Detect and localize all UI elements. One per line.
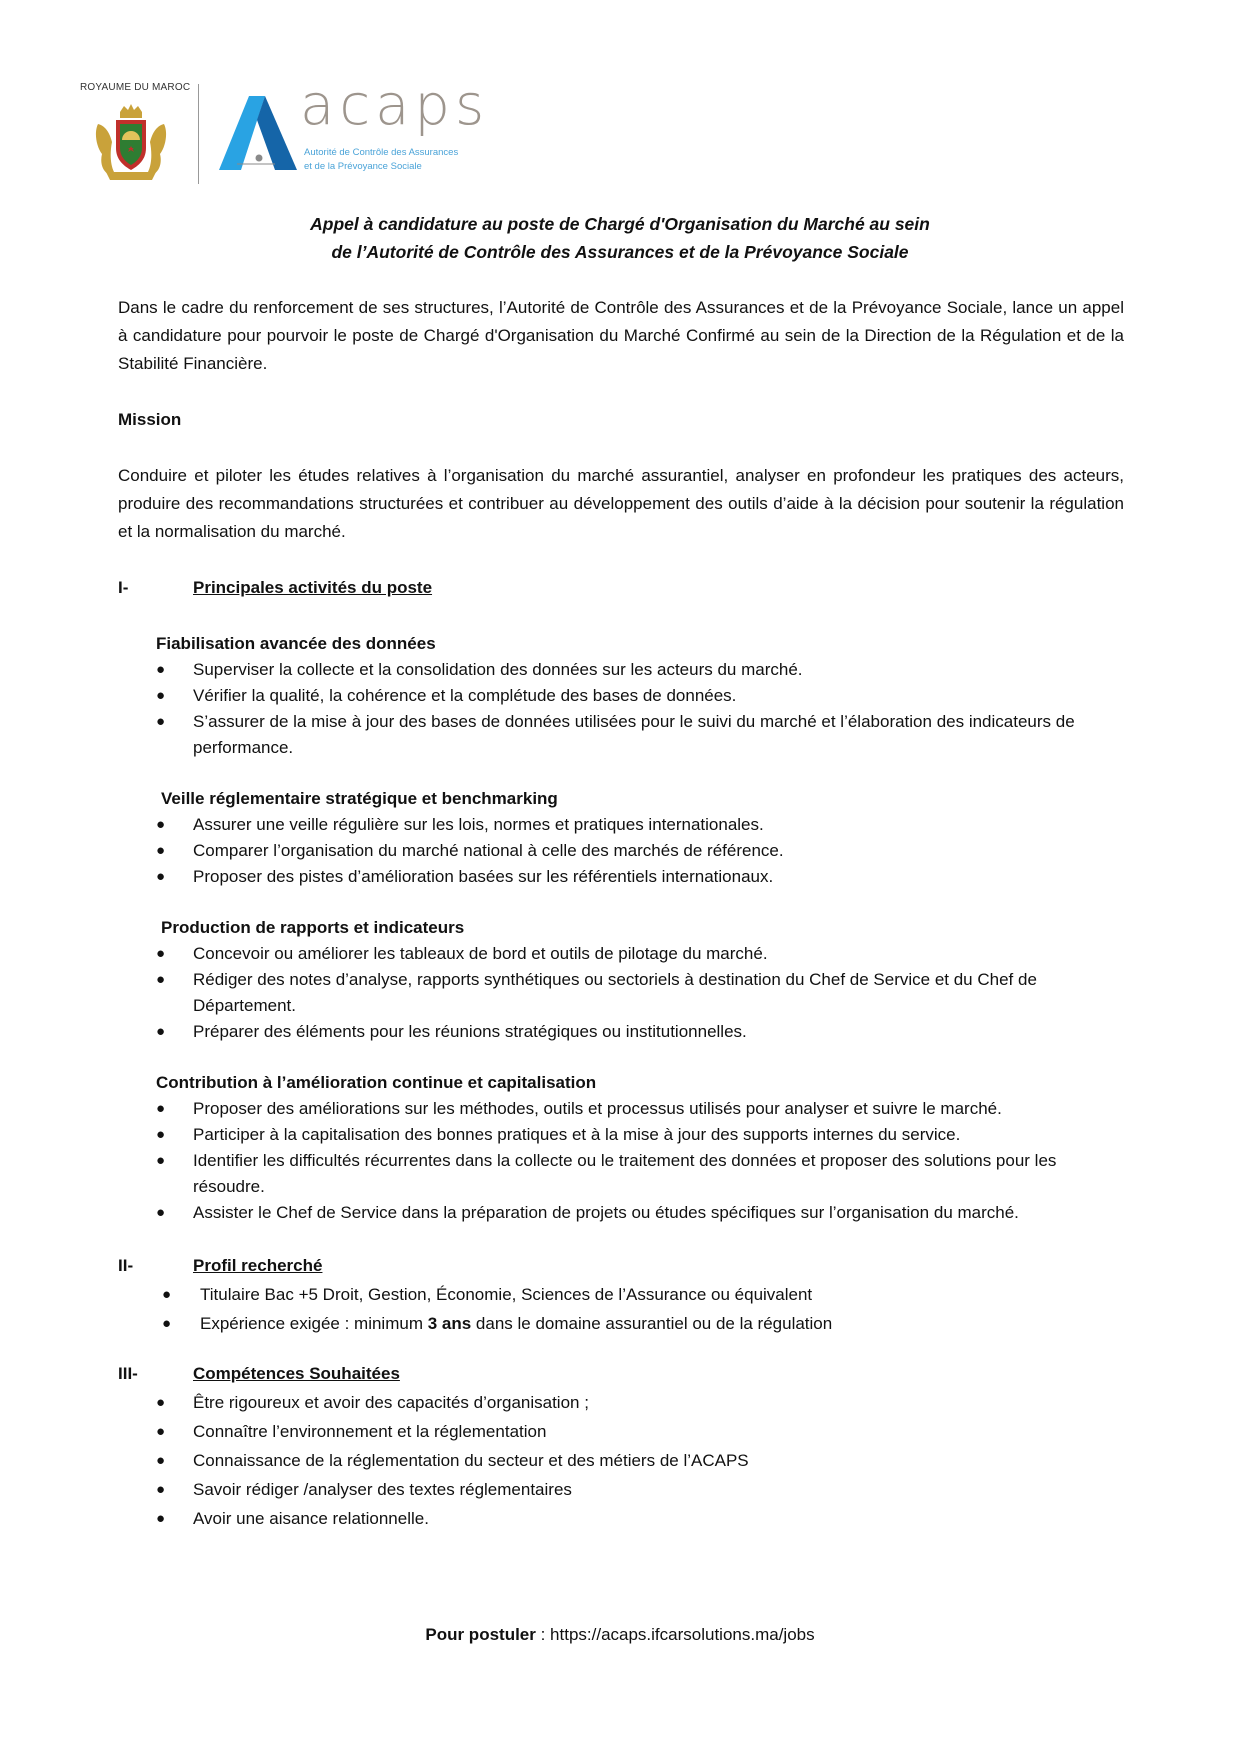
bullet-icon: ● bbox=[162, 1315, 172, 1332]
header-divider bbox=[198, 84, 199, 184]
bullet-icon: ● bbox=[156, 842, 166, 859]
list-item: ● Concevoir ou améliorer les tableaux de bord et outils de pilotage du marché. bbox=[118, 941, 1124, 967]
list-item: ● Assister le Chef de Service dans la préparation de projets ou études spécifiques sur l’organisation du marché. bbox=[118, 1200, 1124, 1226]
bullet-icon: ● bbox=[156, 945, 166, 962]
list-item: ● Identifier les difficultés récurrentes dans la collecte ou le traitement des données et proposer des solutions pour les résoudre. bbox=[118, 1148, 1124, 1200]
bullet-icon: ● bbox=[156, 816, 166, 833]
bullet-icon: ● bbox=[156, 1100, 166, 1117]
bullet-icon: ● bbox=[156, 687, 166, 704]
list-item: ● Comparer l’organisation du marché national à celle des marchés de référence. bbox=[118, 838, 1124, 864]
list-fiabilisation bbox=[118, 657, 1124, 761]
experience-years: 3 ans bbox=[427, 1314, 472, 1333]
section-label: Profil recherché bbox=[193, 1256, 323, 1275]
section-label: Compétences Souhaitées bbox=[193, 1364, 400, 1383]
bullet-icon: ● bbox=[156, 713, 166, 730]
page-title bbox=[0, 210, 1240, 266]
list-item: ● Rédiger des notes d’analyse, rapports synthétiques ou sectoriels à destination du Chef de Service et du Chef de Département. bbox=[118, 967, 1124, 1019]
bullet-icon: ● bbox=[162, 1286, 172, 1303]
document-body bbox=[118, 294, 1124, 1557]
list-item: ● Expérience exigée : minimum 3 ans dans le domaine assurantiel ou de la régulation bbox=[118, 1309, 1124, 1338]
mission-paragraph: Conduire et piloter les études relatives à l’organisation du marché assurantiel, analyser en profondeur les pratiques des acteurs, produire des recommandations structurées et contribuer au développement des outils d’aide à la décision pour soutenir la régulation et la normalisation du marché. bbox=[118, 466, 1124, 541]
bullet-icon: ● bbox=[156, 661, 166, 678]
bullet-icon: ● bbox=[156, 1023, 166, 1040]
list-item: ● Vérifier la qualité, la cohérence et la complétude des bases de données. bbox=[118, 683, 1124, 709]
morocco-coat-of-arms-icon bbox=[92, 102, 170, 182]
list-item: ● Connaître l’environnement et la réglementation bbox=[118, 1417, 1124, 1446]
list-item: ● Superviser la collecte et la consolidation des données sur les acteurs du marché. bbox=[118, 657, 1124, 683]
bullet-icon: ● bbox=[156, 1481, 166, 1498]
apply-link[interactable]: https://acaps.ifcarsolutions.ma/jobs bbox=[550, 1625, 815, 1644]
bullet-icon: ● bbox=[156, 971, 166, 988]
list-production bbox=[118, 941, 1124, 1045]
list-item: ● Être rigoureux et avoir des capacités d’organisation ; bbox=[118, 1388, 1124, 1417]
document-header bbox=[78, 73, 498, 192]
acaps-subtitle-line1: Autorité de Contrôle des Assurances bbox=[304, 147, 459, 158]
bullet-icon: ● bbox=[156, 868, 166, 885]
list-item: ● Assurer une veille régulière sur les lois, normes et pratiques internationales. bbox=[118, 812, 1124, 838]
section-heading-skills bbox=[118, 1360, 1124, 1388]
subheading-production: Production de rapports et indicateurs bbox=[161, 918, 465, 937]
apply-label: Pour postuler bbox=[425, 1625, 536, 1644]
intro-paragraph: Dans le cadre du renforcement de ses structures, l’Autorité de Contrôle des Assurances et de la Prévoyance Sociale, lance un appel à candidature pour pourvoir le poste de Chargé d'Organisation du Marché Confirmé au sein de la Direction de la Régulation et de la Stabilité Financière. bbox=[118, 298, 1124, 373]
list-item: ● Proposer des améliorations sur les méthodes, outils et processus utilisés pour analyser et suivre le marché. bbox=[118, 1096, 1124, 1122]
royaume-label: ROYAUME DU MAROC bbox=[80, 82, 191, 93]
bullet-icon: ● bbox=[156, 1452, 166, 1469]
section-heading-activities bbox=[118, 574, 1124, 602]
section-number: I- bbox=[118, 578, 129, 597]
apply-footer bbox=[0, 1625, 1240, 1645]
title-line-2: de l’Autorité de Contrôle des Assurances et de la Prévoyance Sociale bbox=[331, 242, 909, 262]
bullet-icon: ● bbox=[156, 1510, 166, 1527]
subheading-fiabilisation: Fiabilisation avancée des données bbox=[156, 634, 436, 653]
bullet-icon: ● bbox=[156, 1204, 166, 1221]
list-item: ● Préparer des éléments pour les réunions stratégiques ou institutionnelles. bbox=[118, 1019, 1124, 1045]
list-item: ● Proposer des pistes d’amélioration basées sur les référentiels internationaux. bbox=[118, 864, 1124, 890]
list-item: ● Participer à la capitalisation des bonnes pratiques et à la mise à jour des supports internes du service. bbox=[118, 1122, 1124, 1148]
section-number: III- bbox=[118, 1364, 138, 1383]
bullet-icon: ● bbox=[156, 1152, 166, 1169]
acaps-wordmark: acaps bbox=[300, 73, 490, 138]
list-item: ● Titulaire Bac +5 Droit, Gestion, Économie, Sciences de l’Assurance ou équivalent bbox=[118, 1280, 1124, 1309]
subheading-veille: Veille réglementaire stratégique et benchmarking bbox=[161, 789, 558, 808]
bullet-icon: ● bbox=[156, 1423, 166, 1440]
list-profile bbox=[118, 1280, 1124, 1338]
acaps-subtitle-line2: et de la Prévoyance Sociale bbox=[304, 161, 422, 172]
list-veille bbox=[118, 812, 1124, 890]
acaps-subtitle bbox=[304, 146, 458, 174]
bullet-icon: ● bbox=[156, 1126, 166, 1143]
list-item: ● Connaissance de la réglementation du secteur et des métiers de l’ACAPS bbox=[118, 1446, 1124, 1475]
list-item: ● Avoir une aisance relationnelle. bbox=[118, 1504, 1124, 1533]
mission-heading: Mission bbox=[118, 410, 182, 429]
apply-separator: : bbox=[535, 1625, 551, 1644]
list-skills bbox=[118, 1388, 1124, 1533]
list-contribution bbox=[118, 1096, 1124, 1226]
section-heading-profile bbox=[118, 1252, 1124, 1280]
bullet-icon: ● bbox=[156, 1394, 166, 1411]
subheading-contribution: Contribution à l’amélioration continue et capitalisation bbox=[156, 1073, 597, 1092]
list-item: ● Savoir rédiger /analyser des textes réglementaires bbox=[118, 1475, 1124, 1504]
list-item: ● S’assurer de la mise à jour des bases de données utilisées pour le suivi du marché et l’élaboration des indicateurs de performance. bbox=[118, 709, 1124, 761]
title-line-1: Appel à candidature au poste de Chargé d'Organisation du Marché au sein bbox=[310, 214, 930, 234]
section-label: Principales activités du poste bbox=[193, 578, 433, 597]
acaps-logo-icon bbox=[219, 96, 297, 170]
section-number: II- bbox=[118, 1256, 134, 1275]
